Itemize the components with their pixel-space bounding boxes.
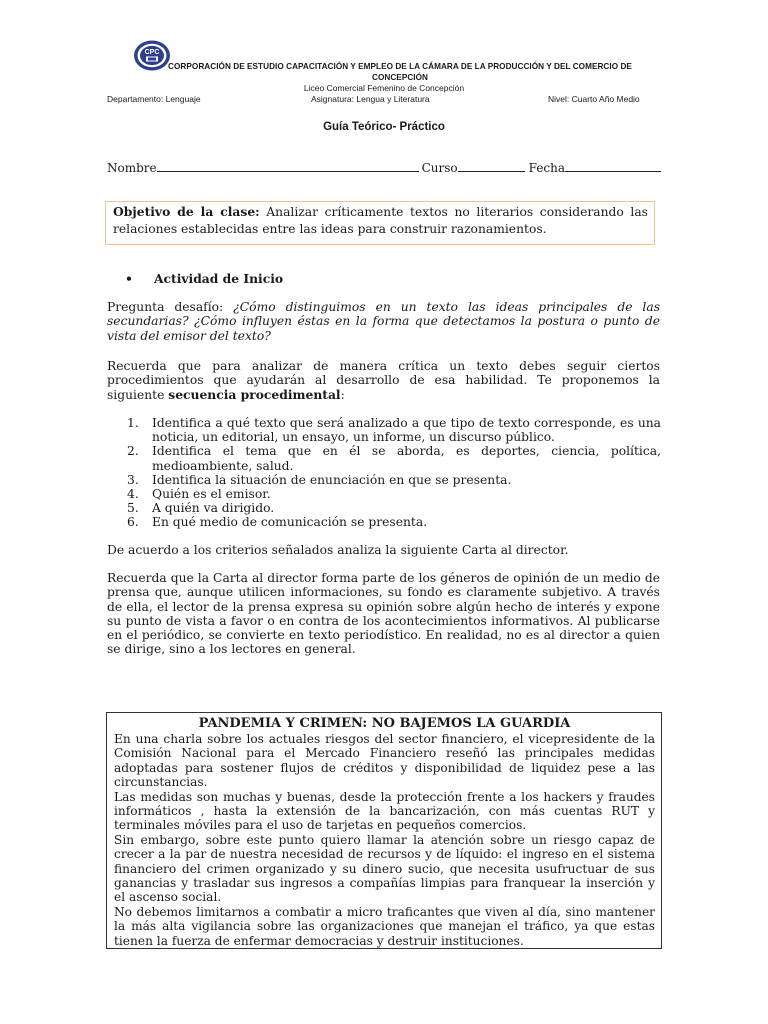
school-name: Liceo Comercial Femenino de Concepción [303,83,465,93]
letter-genre-explanation: Recuerda que la Carta al director forma parte de los géneros de opinión de un medio de prensa que, aunque utilicen informaciones, su fondo es claramente subjetivo. A través de ella, el lector de la prensa expresa su opinión sobre algún hecho de interés y expone su punto de vista a favor o en contra de los acontecimientos informativos. Al publicarse en el periódico, se convierte en texto periodístico. En realidad, no es al director a quien se dirige, sino a los lectores en general. [107,571,660,657]
date-field[interactable] [565,160,661,172]
organization-name: CORPORACIÓN DE ESTUDIO CAPACITACIÓN Y EMPLEO DE LA CÁMARA DE LA PRODUCCIÓN Y DEL COMERCIO DE CONCEPCIÓN [168,62,632,82]
activity-title: Actividad de Inicio [154,271,284,286]
letter-paragraph: Las medidas son muchas y buenas, desde la protección frente a los hackers y fraudes informáticos , hasta la extensión de la bancarización, con más cuentas RUT y terminales móviles para el uso de tarjetas en pequeños comercios. [114,789,655,833]
name-label: Nombre [107,161,157,175]
bullet-icon: • [125,271,133,286]
department-label: Departamento: Lenguaje [107,94,201,104]
procedure-intro: Recuerda que para analizar de manera crítica un texto debes seguir ciertos procedimientos que ayudarán al desarrollo de esa habilidad. Te proponemos la siguiente secuencia procedimental: [107,359,660,402]
objective-label: Objetivo de la clase: [113,204,260,219]
list-item: 4. Quién es el emisor. [127,487,271,502]
level-label: Nivel: Cuarto Año Medio [548,94,640,104]
list-item: 5. A quién va dirigido. [127,501,275,516]
list-item: 6. En qué medio de comunicación se presenta. [127,515,428,530]
letter-paragraph: No debemos limitarnos a combatir a micro traficantes que viven al día, sino mantener la más alta vigilancia sobre las organizaciones que manejan el tráfico, ya que estas tienen la fuerza de enfermar democracias y destruir instituciones. [114,904,655,948]
list-item: 3. Identifica la situación de enunciación en que se presenta. [127,472,512,487]
course-field[interactable] [458,160,525,172]
list-item: 1. Identifica a qué texto que será analizado a que tipo de texto corresponde, es una noticia, un editorial, un ensayo, un informe, un discurso público. [127,416,661,445]
subject-label: Asignatura: Lengua y Literatura [311,94,430,104]
procedure-steps [127,416,661,530]
date-label: Fecha [528,161,566,175]
svg-text:CPC: CPC [144,49,160,56]
objective-box [105,201,655,245]
course-label: Curso [421,161,458,175]
student-info-line [107,160,661,175]
activity-heading [125,271,284,286]
name-field[interactable] [157,160,419,172]
list-item: 2. Identifica el tema que en él se aborda, es deportes, ciencia, política, medioambiente, salud. [127,444,661,473]
letter-paragraph: Sin embargo, sobre este punto quiero llamar la atención sobre un riesgo capaz de crecer a la par de nuestra necesidad de recursos y de líquido: el ingreso en el sistema financiero del crimen organizado y su dinero sucio, que necesita usufructuar de sus ganancias y trasladar sus ingresos a compañías limpias para franquear la inserción y el ascenso social. [114,832,655,905]
objective-text: Objetivo de la clase: Analizar críticamente textos no literarios considerando las relaciones establecidas entre las ideas para construir razonamientos. [113,204,648,236]
page-title: Guía Teórico- Práctico [323,121,445,133]
letter-box [106,712,662,949]
letter-paragraph: En una charla sobre los actuales riesgos del sector financiero, el vicepresidente de la Comisión Nacional para el Mercado Financiero reseñó las principales medidas adoptadas para sostener flujos de créditos y disponibilidad de liquidez pese a las circunstancias. [114,732,655,790]
criteria-instruction: De acuerdo a los criterios señalados analiza la siguiente Carta al director. [107,543,569,557]
challenge-question: Pregunta desafío: ¿Cómo distinguimos en un texto las ideas principales de las secundarias? ¿Cómo influyen éstas en la forma que detectamos la postura o punto de vista del emisor del texto? [107,300,661,343]
letter-title: PANDEMIA Y CRIMEN: NO BAJEMOS LA GUARDIA [198,716,571,731]
